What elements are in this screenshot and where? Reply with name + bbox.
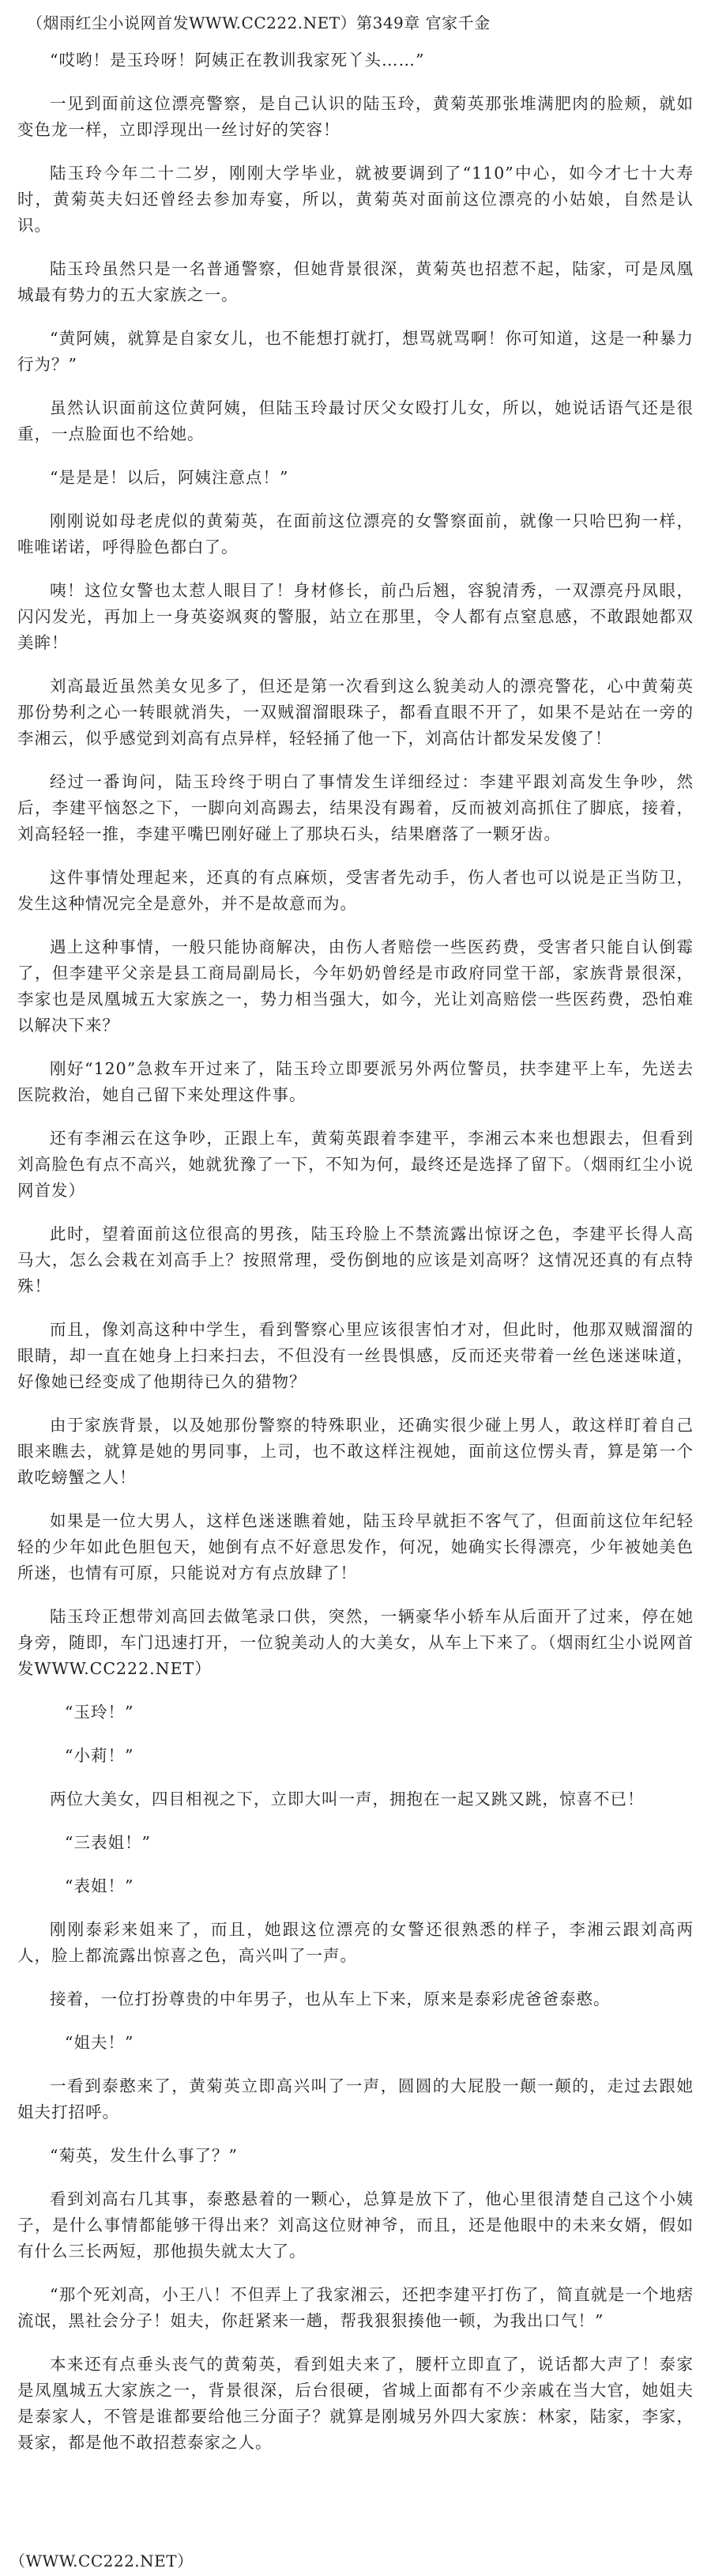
paragraph: “姐夫！” [65, 2033, 134, 2052]
paragraph: 本来还有点垂头丧气的黄菊英，看到姐夫来了，腰杆立即直了，说话都大声了！泰家是凤凰城五大家族之一，背景很深，后台很硬，省城上面都有不少亲戚在当大官，她姐夫是泰家人，不管是谁都要给他三分面子？就算是刚城另外四大家族：林家，陆家，李家，聂家，都是他不敢招惹泰家之人。 [17, 2355, 694, 2452]
paragraph: “小莉！” [65, 1746, 134, 1765]
paragraph: 这件事情处理起来，还真的有点麻烦，受害者先动手，伤人者也可以说是正当防卫，发生这种情况完全是意外，并不是故意而为。 [17, 868, 694, 913]
paragraph: 而且，像刘高这种中学生，看到警察心里应该很害怕才对，但此时，他那双贼溜溜的眼睛，却一直在她身上扫来扫去，不但没有一丝畏惧感，反而还夹带着一丝色迷迷味道，好像她已经变成了他期待已久的猎物？ [17, 1320, 694, 1391]
paragraph: 陆玉玲今年二十二岁，刚刚大学毕业，就被要调到了“110”中心，如今才七十大寿时，黄菊英夫妇还曾经去参加寿宴，所以，黄菊英对面前这位漂亮的小姑娘，自然是认识。 [17, 164, 694, 235]
paragraph: 看到刘高右几其事，泰憨悬着的一颗心，总算是放下了，他心里很清楚自己这个小姨子，是什么事情都能够干得出来？刘高这位财神爷，而且，还是他眼中的未来女婿，假如有什么三长两短，那他损失就太大了。 [17, 2189, 694, 2261]
paragraph: “菊英，发生什么事了？” [50, 2146, 238, 2165]
chapter-body [17, 47, 694, 2456]
paragraph: 一看到泰憨来了，黄菊英立即高兴叫了一声，圆圆的大屁股一颠一颠的，走过去跟她姐夫打招呼。 [17, 2076, 694, 2122]
site-footer: （WWW.CC222.NET） [9, 2551, 194, 2570]
paragraph: 虽然认识面前这位黄阿姨，但陆玉玲最讨厌父女殴打儿女，所以，她说话语气还是很重，一点脸面也不给她。 [17, 398, 694, 443]
paragraph: “黄阿姨，就算是自家女儿，也不能想打就打，想骂就骂啊！你可知道，这是一种暴力行为？” [17, 329, 694, 374]
paragraph: “玉玲！” [65, 1703, 134, 1722]
paragraph: 刚刚说如母老虎似的黄菊英，在面前这位漂亮的女警察面前，就像一只哈巴狗一样，唯唯诺诺，呼得脸色都白了。 [17, 511, 694, 556]
paragraph: 陆玉玲正想带刘高回去做笔录口供，突然，一辆豪华小轿车从后面开了过来，停在她身旁，随即，车门迅速打开，一位貌美动人的大美女，从车上下来了。（烟雨红尘小说网首发WWW.CC222.NET） [17, 1607, 694, 1678]
chapter-header: （烟雨红尘小说网首发WWW.CC222.NET）第349章 官家千金 [27, 13, 491, 32]
paragraph: 一见到面前这位漂亮警察，是自己认识的陆玉玲，黄菊英那张堆满肥肉的脸颊，就如变色龙一样，立即浮现出一丝讨好的笑容！ [17, 94, 694, 139]
paragraph: “三表姐！” [65, 1833, 151, 1852]
paragraph: “表姐！” [65, 1876, 134, 1895]
paragraph: 陆玉玲虽然只是一名普通警察，但她背景很深，黄菊英也招惹不起，陆家，可是凤凰城最有势力的五大家族之一。 [17, 259, 694, 304]
paragraph: 经过一番询问，陆玉玲终于明白了事情发生详细经过：李建平跟刘高发生争吵，然后，李建平恼怒之下，一脚向刘高踢去，结果没有踢着，反而被刘高抓住了脚底，接着，刘高轻轻一推，李建平嘴巴刚好碰上了那块石头，结果磨落了一颗牙齿。 [17, 772, 694, 843]
paragraph: 遇上这种事情，一般只能协商解决，由伤人者赔偿一些医药费，受害者只能自认倒霉了，但李建平父亲是县工商局副局长，今年奶奶曾经是市政府同堂干部，家族背景很深，李家也是凤凰城五大家族之一，势力相当强大，如今，光让刘高赔偿一些医药费，恐怕难以解决下来？ [17, 937, 694, 1035]
paragraph: 还有李湘云在这争吵，正跟上车，黄菊英跟着李建平，李湘云本来也想跟去，但看到刘高脸色有点不高兴，她就犹豫了一下，不知为何，最终还是选择了留下。（烟雨红尘小说网首发） [17, 1129, 694, 1200]
paragraph: “哎哟！是玉玲呀！阿姨正在教训我家死丫头……” [50, 51, 425, 70]
paragraph: 刘高最近虽然美女见多了，但还是第一次看到这么貌美动人的漂亮警花，心中黄菊英那份势利之心一转眼就消失，一双贼溜溜眼珠子，都看直眼不开了，如果不是站在一旁的李湘云，似乎感觉到刘高有点异样，轻轻捅了他一下，刘高估计都发呆发傻了！ [17, 677, 694, 748]
paragraph: 咦！这位女警也太惹人眼目了！身材修长，前凸后翘，容貌清秀，一双漂亮丹凤眼，闪闪发光，再加上一身英姿飒爽的警服，站立在那里，令人都有点窒息感，不敢跟她都双美眸！ [17, 581, 694, 652]
paragraph: 接着，一位打扮尊贵的中年男子，也从车上下来，原来是泰彩虎爸爸泰憨。 [50, 1990, 611, 2008]
paragraph: 由于家族背景，以及她那份警察的特殊职业，还确实很少碰上男人，敢这样盯着自己眼来瞧去，就算是她的男同事，上司，也不敢这样注视她，面前这位愣头青，算是第一个敢吃螃蟹之人！ [17, 1416, 694, 1487]
paragraph: 刚好“120”急救车开过来了，陆玉玲立即要派另外两位警员，扶李建平上车，先送去医院救治，她自己留下来处理这件事。 [17, 1059, 694, 1104]
paragraph: 两位大美女，四目相视之下，立即大叫一声，拥抱在一起又跳又跳，惊喜不已！ [50, 1790, 645, 1808]
paragraph: 刚刚泰彩来姐来了，而且，她跟这位漂亮的女警还很熟悉的样子，李湘云跟刘高两人，脸上都流露出惊喜之色，高兴叫了一声。 [17, 1920, 694, 1965]
paragraph: “那个死刘高，小王八！不但弄上了我家湘云，还把李建平打伤了，简直就是一个地痞流氓，黑社会分子！姐夫，你赶紧来一趟，帮我狠狠揍他一顿，为我出口气！” [17, 2285, 694, 2330]
paragraph: “是是是！以后，阿姨注意点！” [50, 468, 289, 487]
paragraph: 如果是一位大男人，这样色迷迷瞧着她，陆玉玲早就拒不客气了，但面前这位年纪轻轻的少年如此色胆包天，她倒有点不好意思发作，何况，她确实长得漂亮，少年被她美色所迷，也情有可原，只能说对方有点放肆了！ [17, 1511, 694, 1582]
paragraph: 此时，望着面前这位很高的男孩，陆玉玲脸上不禁流露出惊讶之色，李建平长得人高马大，怎么会栽在刘高手上？按照常理，受伤倒地的应该是刘高呀？这情况还真的有点特殊！ [17, 1224, 694, 1296]
